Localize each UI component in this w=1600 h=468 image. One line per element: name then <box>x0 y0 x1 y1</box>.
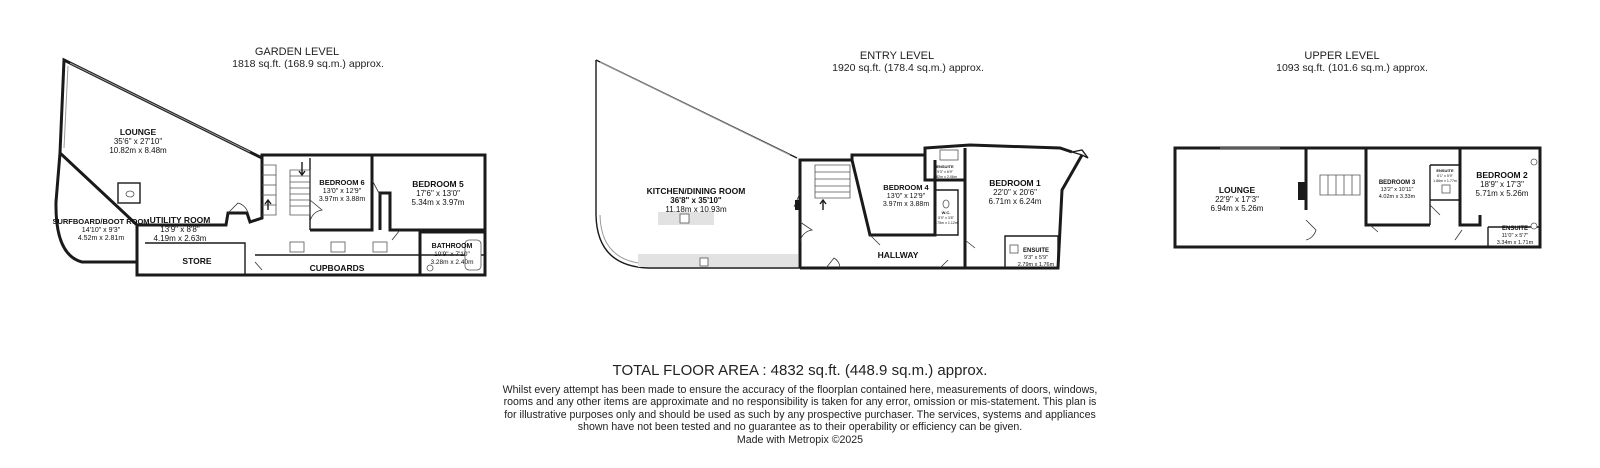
entry-level-title: ENTRY LEVEL <box>859 50 935 62</box>
bedroom5-metric: 5.34m x 3.97m <box>411 198 465 207</box>
store-name: STORE <box>182 256 212 266</box>
garden-door-swings <box>228 180 400 270</box>
wc-metric: 1.75m x 1.12m <box>934 221 958 225</box>
upper-level-area: 1093 sq.ft. (101.6 sq.m.) approx. <box>1276 62 1428 74</box>
entry-level-plan <box>596 60 1088 268</box>
bedroom1-metric: 6.71m x 6.24m <box>988 197 1042 206</box>
bedroom2-metric: 5.71m x 5.26m <box>1475 189 1529 198</box>
upper-door-swings <box>1306 205 1462 240</box>
ensuite-top-bath <box>940 150 958 160</box>
ensuite-bottom-basin <box>1010 245 1018 253</box>
cupboards-name: CUPBOARDS <box>309 263 365 273</box>
surfboard-room-name: SURFBOARD/BOOT ROOM <box>52 217 150 226</box>
surfboard-room-walls <box>56 153 137 262</box>
bedroom3-metric: 4.02m x 3.33m <box>1378 194 1416 200</box>
surfboard-room-imperial: 14'10" x 9'3" <box>81 227 121 234</box>
ensuite-toilet <box>1531 223 1537 229</box>
ensuite-small-imperial: 6'1" x 5'9" <box>1437 174 1453 178</box>
ensuite-small-metric: 1.86m x 1.77m <box>1433 179 1457 183</box>
bedroom1-name: BEDROOM 1 <box>989 178 1041 188</box>
upper-stairs <box>1320 175 1360 195</box>
utility-room-name: UTILITY ROOM <box>149 215 211 225</box>
bedroom6-metric: 3.97m x 3.88m <box>318 196 366 203</box>
kitchen-imperial: 36'8" x 35'10" <box>670 196 722 205</box>
garden-wc-toilet <box>126 191 134 197</box>
wc-imperial: 5'9" x 3'8" <box>938 216 954 220</box>
hallway-name: HALLWAY <box>877 250 919 260</box>
bedroom6-name: BEDROOM 6 <box>319 178 365 187</box>
upper-level-title: UPPER LEVEL <box>1304 50 1380 62</box>
disclaimer-text: Whilst every attempt has been made to ensure the accuracy of the floorplan contained here, measurements of doors, windows, rooms and any other items are approximate and no responsibility is taken for any error, omission or mis-statement. This plan is for illustrative purposes only and should be used as such by any prospective purchaser. The services, systems and appliances shown have not been tested and no guarantee as to their operability or efficiency can be given. <box>502 384 1098 434</box>
bedroom2-imperial: 18'9" x 17'3" <box>1480 180 1524 189</box>
footer <box>500 362 1100 446</box>
garden-lounge-metric: 10.82m x 8.48m <box>109 146 167 155</box>
bedroom4-name: BEDROOM 4 <box>883 183 929 192</box>
utility-room-imperial: 13'9" x 8'8" <box>160 225 200 234</box>
bedroom4-imperial: 13'0" x 12'9" <box>886 193 926 200</box>
kitchen-name: KITCHEN/DINING ROOM <box>646 186 746 196</box>
kitchen-counter <box>638 254 798 267</box>
garden-cupboard-units <box>290 242 387 252</box>
garden-level-title: GARDEN LEVEL <box>254 46 340 58</box>
ensuite-top-name: ENSUITE <box>936 164 954 169</box>
kitchen-metric: 11.18m x 10.93m <box>665 205 727 214</box>
upper-lounge-metric: 6.94m x 5.26m <box>1210 204 1264 213</box>
entry-fireplace <box>795 200 800 210</box>
bedroom4-metric: 3.97m x 3.88m <box>882 201 930 208</box>
bedroom2-name: BEDROOM 2 <box>1476 170 1528 180</box>
upper-level-plan <box>1175 148 1540 247</box>
entry-stairs <box>815 165 850 210</box>
bathroom-metric: 3.28m x 2.40m <box>430 259 474 266</box>
entry-level-area: 1920 sq.ft. (178.4 sq.m.) approx. <box>832 62 984 74</box>
ensuite-bottom-metric: 2.79m x 1.76m <box>1017 262 1055 268</box>
ensuite-bottom-imperial: 9'3" x 5'9" <box>1023 255 1049 261</box>
garden-lounge-name: LOUNGE <box>119 127 157 137</box>
bedroom2-walls <box>1460 148 1480 225</box>
bedroom3-imperial: 13'2" x 10'11" <box>1380 187 1414 193</box>
kitchen-sink <box>700 258 708 266</box>
garden-stairs <box>262 162 310 215</box>
bedroom5-name: BEDROOM 5 <box>412 179 464 189</box>
bedroom2-shower-head <box>1531 159 1537 165</box>
kitchen-hob <box>680 214 689 223</box>
bedroom1-imperial: 22'0" x 20'6" <box>993 188 1037 197</box>
bathroom-imperial: 10'9" x 7'10" <box>434 251 470 258</box>
ensuite-top-imperial: 9'3" x 6'9" <box>937 170 953 174</box>
metropix-credit: Made with Metropix ©2025 <box>736 433 864 446</box>
utility-room-metric: 4.19m x 2.63m <box>153 234 207 243</box>
ensuite-small-name: ENSUITE <box>1436 168 1454 173</box>
lounge-surfboard-partition <box>60 153 137 225</box>
wc-name: W.C. <box>941 210 951 215</box>
upper-fireplace <box>1298 182 1306 200</box>
wc-toilet <box>943 200 949 208</box>
ensuite-small-shower <box>1442 185 1450 193</box>
garden-level-plan <box>52 60 485 275</box>
surfboard-room-metric: 4.52m x 2.81m <box>77 235 125 242</box>
garden-lounge-imperial: 35'6" x 27'10" <box>113 137 163 146</box>
total-floor-area: TOTAL FLOOR AREA : 4832 sq.ft. (448.9 sq.m.) approx. <box>612 362 988 379</box>
ensuite-bottom-name: ENSUITE <box>1022 248 1050 254</box>
upper-ensuite-name: ENSUITE <box>1501 226 1529 232</box>
upper-ensuite-imperial: 11'0" x 5'7" <box>1501 233 1529 239</box>
bedroom5-imperial: 17'6" x 13'0" <box>416 189 460 198</box>
garden-level-area: 1818 sq.ft. (168.9 sq.m.) approx. <box>232 58 384 70</box>
kitchen-left-curve <box>596 60 800 268</box>
bedroom1-bay <box>1072 152 1082 155</box>
upper-lounge-name: LOUNGE <box>1218 185 1256 195</box>
bathroom-name: BATHROOM <box>431 243 473 250</box>
upper-ensuite-metric: 3.34m x 1.71m <box>1496 240 1534 246</box>
ensuite-top-metric: 2.82m x 2.06m <box>933 175 957 179</box>
bedroom3-name: BEDROOM 3 <box>1378 180 1416 186</box>
upper-lounge-imperial: 22'9" x 17'3" <box>1215 195 1259 204</box>
kitchen-diagonal-window <box>600 62 790 155</box>
bedroom6-imperial: 13'0" x 12'9" <box>322 188 362 195</box>
